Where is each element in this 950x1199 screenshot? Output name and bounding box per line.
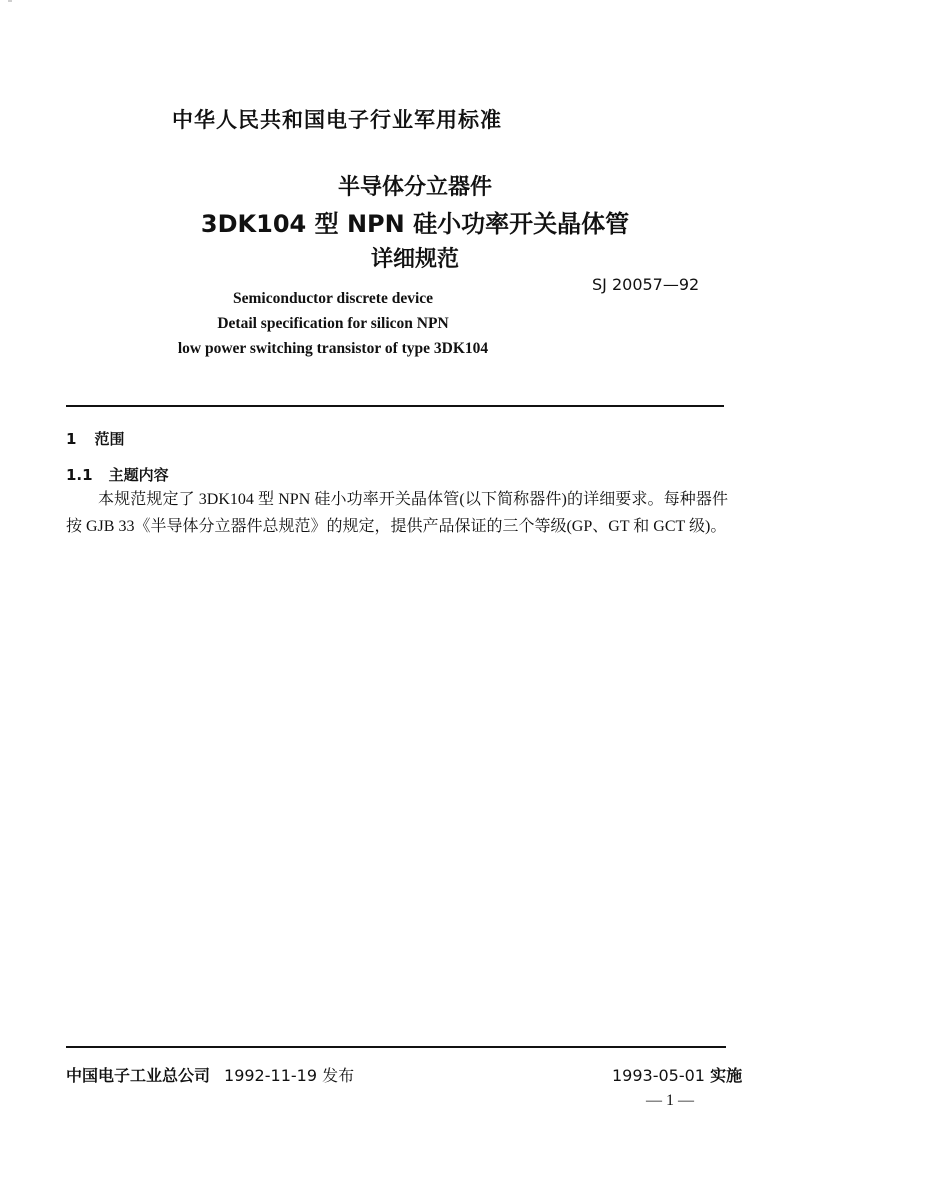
footer-publisher-line (66, 1063, 354, 1086)
footer-effective-line (612, 1063, 742, 1086)
title-en-line-3: low power switching transistor of type 3DK104 (177, 340, 489, 357)
title-cn-line-2: 3DK104 型 NPN 硅小功率开关晶体管 (200, 210, 630, 238)
title-en-line-1: Semiconductor discrete device (232, 290, 434, 307)
footer-divider (66, 1046, 726, 1048)
section-1-1-title: 主题内容 (108, 466, 169, 484)
title-cn-line-3: 详细规范 (370, 247, 459, 272)
effective-date: 1993-05-01 (612, 1066, 705, 1085)
page-number: — 1 — (646, 1092, 694, 1109)
title-en-line-2: Detail specification for silicon NPN (217, 315, 449, 332)
publisher-name: 中国电子工业总公司 (66, 1066, 211, 1085)
scan-speck (8, 0, 12, 2)
section-1-title: 范围 (94, 430, 125, 448)
header-divider (66, 405, 724, 407)
publish-date: 1992-11-19 发布 (224, 1066, 355, 1085)
section-1-1-number: 1.1 (66, 466, 93, 484)
section-1-number: 1 (66, 430, 77, 448)
standard-number: SJ 20057—92 (592, 275, 700, 294)
section-1-heading (66, 428, 124, 449)
section-1-1-heading (66, 464, 169, 485)
effective-label: 实施 (710, 1066, 743, 1085)
title-cn-line-1: 半导体分立器件 (337, 175, 492, 200)
standard-organization: 中华人民共和国电子行业军用标准 (172, 108, 502, 132)
section-1-1-body: 本规范规定了 3DK104 型 NPN 硅小功率开关晶体管(以下简称器件)的详细要求。每种器件按 GJB 33《半导体分立器件总规范》的规定，提供产品保证的三个等级(GP、GT 和 GCT 级)。 (66, 491, 728, 535)
